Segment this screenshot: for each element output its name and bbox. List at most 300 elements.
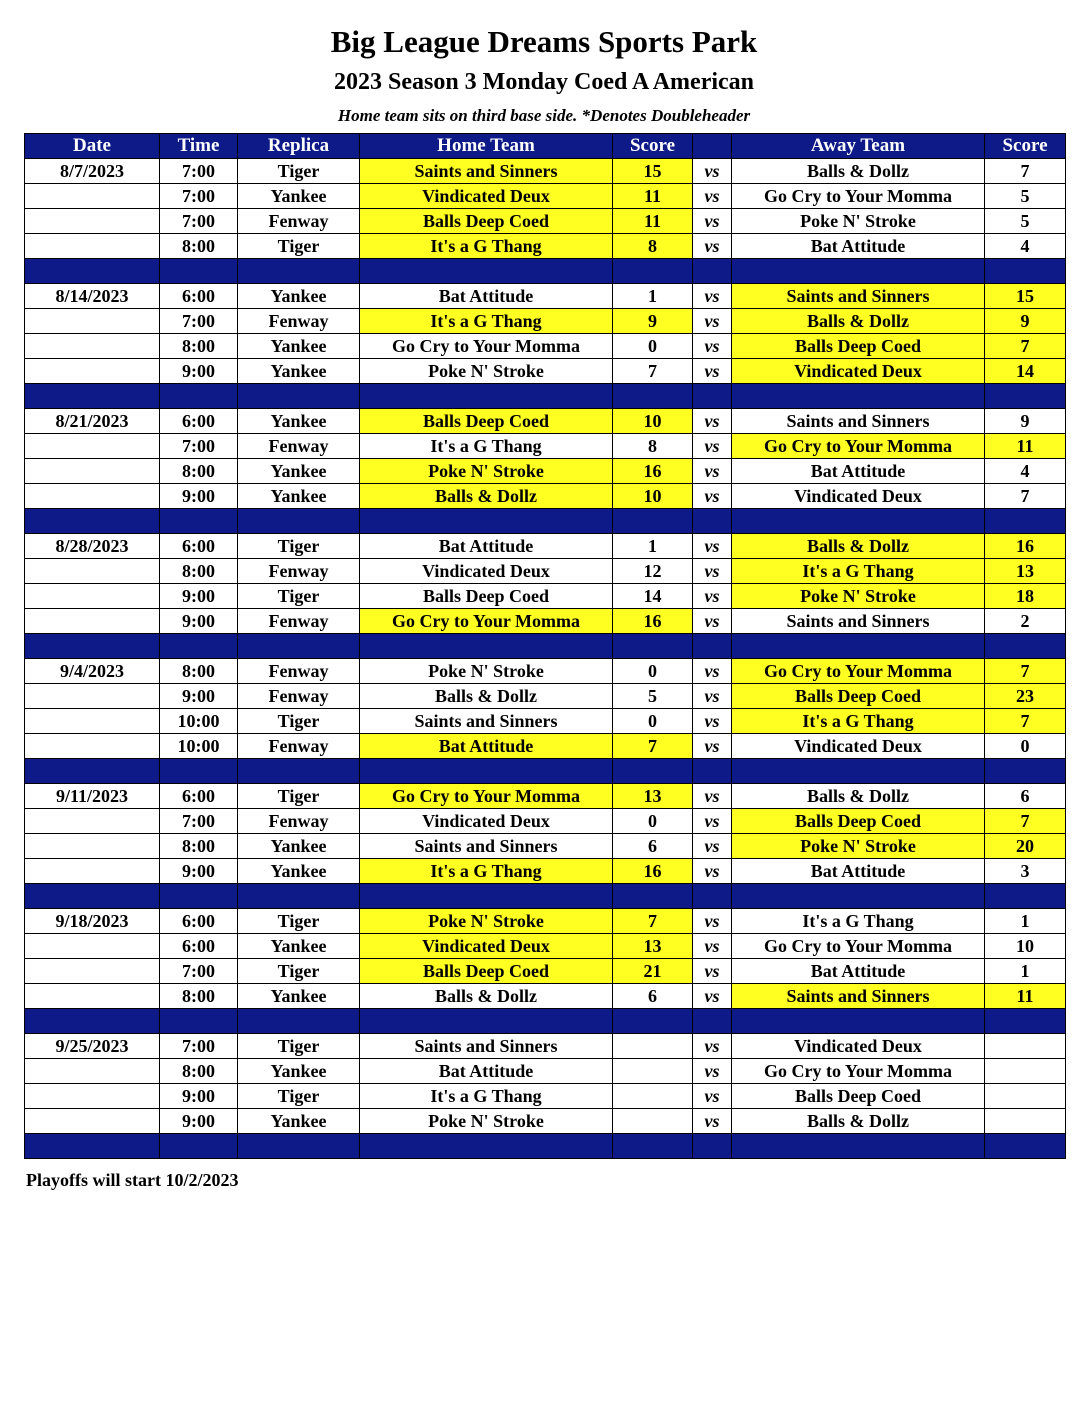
separator-cell xyxy=(985,509,1066,534)
home-score-cell xyxy=(613,1059,693,1084)
away-team-cell: Go Cry to Your Momma xyxy=(732,659,985,684)
replica-cell: Tiger xyxy=(238,909,360,934)
separator-cell xyxy=(985,1009,1066,1034)
home-score-cell: 0 xyxy=(613,334,693,359)
date-cell: 8/14/2023 xyxy=(25,284,160,309)
game-row xyxy=(25,609,1066,634)
away-score-cell: 1 xyxy=(985,959,1066,984)
game-row xyxy=(25,909,1066,934)
separator-cell xyxy=(25,884,160,909)
separator-cell xyxy=(693,384,732,409)
replica-cell: Fenway xyxy=(238,434,360,459)
game-row xyxy=(25,684,1066,709)
away-team-cell: Balls Deep Coed xyxy=(732,1084,985,1109)
date-cell: 9/25/2023 xyxy=(25,1034,160,1059)
home-score-cell: 1 xyxy=(613,284,693,309)
time-cell: 9:00 xyxy=(160,359,238,384)
time-cell: 6:00 xyxy=(160,909,238,934)
replica-cell: Tiger xyxy=(238,584,360,609)
vs-cell: vs xyxy=(693,659,732,684)
week-separator-row xyxy=(25,759,1066,784)
home-team-cell: Balls Deep Coed xyxy=(360,409,613,434)
col-header-home-team: Home Team xyxy=(360,134,613,159)
vs-cell: vs xyxy=(693,784,732,809)
date-cell xyxy=(25,709,160,734)
time-cell: 7:00 xyxy=(160,1034,238,1059)
separator-cell xyxy=(160,509,238,534)
page-subtitle: 2023 Season 3 Monday Coed A American xyxy=(333,69,755,95)
date-cell xyxy=(25,309,160,334)
home-score-cell: 8 xyxy=(613,434,693,459)
col-header-date: Date xyxy=(25,134,160,159)
game-row xyxy=(25,1059,1066,1084)
date-cell xyxy=(25,1109,160,1134)
separator-cell xyxy=(985,884,1066,909)
separator-cell xyxy=(25,259,160,284)
time-cell: 7:00 xyxy=(160,159,238,184)
game-row xyxy=(25,334,1066,359)
vs-cell: vs xyxy=(693,309,732,334)
away-score-cell: 23 xyxy=(985,684,1066,709)
week-separator-row xyxy=(25,259,1066,284)
away-score-cell: 20 xyxy=(985,834,1066,859)
home-team-cell: Vindicated Deux xyxy=(360,934,613,959)
away-team-cell: It's a G Thang xyxy=(732,909,985,934)
home-team-cell: Poke N' Stroke xyxy=(360,1109,613,1134)
away-score-cell: 4 xyxy=(985,234,1066,259)
away-score-cell: 7 xyxy=(985,709,1066,734)
home-team-cell: Saints and Sinners xyxy=(360,159,613,184)
separator-cell xyxy=(360,509,613,534)
vs-cell: vs xyxy=(693,809,732,834)
time-cell: 8:00 xyxy=(160,459,238,484)
game-row xyxy=(25,209,1066,234)
separator-cell xyxy=(360,634,613,659)
game-row xyxy=(25,834,1066,859)
home-score-cell: 9 xyxy=(613,309,693,334)
time-cell: 9:00 xyxy=(160,1109,238,1134)
separator-cell xyxy=(732,634,985,659)
replica-cell: Tiger xyxy=(238,1084,360,1109)
vs-cell: vs xyxy=(693,484,732,509)
home-team-cell: Poke N' Stroke xyxy=(360,909,613,934)
home-score-cell: 6 xyxy=(613,834,693,859)
date-cell xyxy=(25,834,160,859)
col-header-away-score: Score xyxy=(985,134,1066,159)
home-team-cell: Balls & Dollz xyxy=(360,684,613,709)
home-team-cell: Poke N' Stroke xyxy=(360,359,613,384)
date-cell xyxy=(25,609,160,634)
replica-cell: Tiger xyxy=(238,159,360,184)
separator-cell xyxy=(732,884,985,909)
separator-cell xyxy=(25,509,160,534)
away-team-cell: Saints and Sinners xyxy=(732,609,985,634)
replica-cell: Yankee xyxy=(238,984,360,1009)
separator-cell xyxy=(613,259,693,284)
separator-cell xyxy=(25,384,160,409)
separator-cell xyxy=(360,759,613,784)
replica-cell: Yankee xyxy=(238,484,360,509)
time-cell: 6:00 xyxy=(160,284,238,309)
vs-cell: vs xyxy=(693,159,732,184)
replica-cell: Tiger xyxy=(238,1034,360,1059)
game-row xyxy=(25,409,1066,434)
home-team-cell: Poke N' Stroke xyxy=(360,459,613,484)
separator-cell xyxy=(732,1009,985,1034)
home-team-note: Home team sits on third base side. *Denotes Doubleheader xyxy=(337,106,751,125)
game-row xyxy=(25,934,1066,959)
vs-cell: vs xyxy=(693,709,732,734)
away-team-cell: Balls & Dollz xyxy=(732,534,985,559)
away-team-cell: Poke N' Stroke xyxy=(732,834,985,859)
home-score-cell: 11 xyxy=(613,184,693,209)
game-row xyxy=(25,1109,1066,1134)
away-team-cell: Balls Deep Coed xyxy=(732,809,985,834)
schedule-table xyxy=(24,133,1066,1159)
page-title: Big League Dreams Sports Park xyxy=(330,24,758,59)
home-score-cell: 13 xyxy=(613,934,693,959)
separator-cell xyxy=(238,509,360,534)
week-separator-row xyxy=(25,1134,1066,1159)
home-score-cell: 16 xyxy=(613,459,693,484)
time-cell: 9:00 xyxy=(160,684,238,709)
game-row xyxy=(25,559,1066,584)
away-score-cell: 7 xyxy=(985,484,1066,509)
separator-cell xyxy=(25,1134,160,1159)
away-team-cell: Go Cry to Your Momma xyxy=(732,1059,985,1084)
home-score-cell: 16 xyxy=(613,859,693,884)
home-team-cell: Saints and Sinners xyxy=(360,709,613,734)
time-cell: 8:00 xyxy=(160,334,238,359)
home-team-cell: Balls Deep Coed xyxy=(360,209,613,234)
game-row xyxy=(25,859,1066,884)
home-score-cell: 15 xyxy=(613,159,693,184)
vs-cell: vs xyxy=(693,734,732,759)
time-cell: 7:00 xyxy=(160,959,238,984)
separator-cell xyxy=(613,1009,693,1034)
date-cell xyxy=(25,734,160,759)
away-score-cell: 4 xyxy=(985,459,1066,484)
replica-cell: Yankee xyxy=(238,859,360,884)
vs-cell: vs xyxy=(693,1034,732,1059)
away-score-cell: 11 xyxy=(985,434,1066,459)
separator-cell xyxy=(360,1134,613,1159)
date-cell xyxy=(25,584,160,609)
date-cell xyxy=(25,859,160,884)
away-team-cell: Go Cry to Your Momma xyxy=(732,184,985,209)
separator-cell xyxy=(732,384,985,409)
game-row xyxy=(25,584,1066,609)
replica-cell: Fenway xyxy=(238,684,360,709)
home-score-cell: 0 xyxy=(613,659,693,684)
col-header-vs xyxy=(693,134,732,159)
home-team-cell: Poke N' Stroke xyxy=(360,659,613,684)
time-cell: 6:00 xyxy=(160,534,238,559)
home-score-cell: 6 xyxy=(613,984,693,1009)
game-row xyxy=(25,984,1066,1009)
replica-cell: Tiger xyxy=(238,534,360,559)
away-score-cell: 9 xyxy=(985,309,1066,334)
replica-cell: Yankee xyxy=(238,284,360,309)
separator-cell xyxy=(693,259,732,284)
replica-cell: Yankee xyxy=(238,184,360,209)
game-row xyxy=(25,184,1066,209)
home-score-cell: 7 xyxy=(613,359,693,384)
replica-cell: Fenway xyxy=(238,809,360,834)
away-score-cell: 3 xyxy=(985,859,1066,884)
separator-cell xyxy=(25,759,160,784)
time-cell: 8:00 xyxy=(160,1059,238,1084)
time-cell: 8:00 xyxy=(160,234,238,259)
replica-cell: Tiger xyxy=(238,959,360,984)
replica-cell: Yankee xyxy=(238,1059,360,1084)
time-cell: 7:00 xyxy=(160,184,238,209)
vs-cell: vs xyxy=(693,909,732,934)
home-team-cell: Go Cry to Your Momma xyxy=(360,609,613,634)
vs-cell: vs xyxy=(693,284,732,309)
home-team-cell: It's a G Thang xyxy=(360,859,613,884)
home-score-cell: 7 xyxy=(613,734,693,759)
home-score-cell: 21 xyxy=(613,959,693,984)
away-score-cell xyxy=(985,1109,1066,1134)
time-cell: 6:00 xyxy=(160,934,238,959)
separator-cell xyxy=(238,1009,360,1034)
vs-cell: vs xyxy=(693,609,732,634)
date-cell: 9/11/2023 xyxy=(25,784,160,809)
away-team-cell: Saints and Sinners xyxy=(732,284,985,309)
date-cell xyxy=(25,434,160,459)
away-team-cell: Balls & Dollz xyxy=(732,1109,985,1134)
separator-cell xyxy=(693,1134,732,1159)
away-score-cell: 13 xyxy=(985,559,1066,584)
separator-cell xyxy=(613,884,693,909)
separator-cell xyxy=(238,384,360,409)
replica-cell: Fenway xyxy=(238,309,360,334)
away-score-cell: 7 xyxy=(985,659,1066,684)
home-team-cell: Vindicated Deux xyxy=(360,184,613,209)
replica-cell: Tiger xyxy=(238,234,360,259)
home-team-cell: Balls Deep Coed xyxy=(360,959,613,984)
replica-cell: Fenway xyxy=(238,734,360,759)
game-row xyxy=(25,1034,1066,1059)
replica-cell: Yankee xyxy=(238,934,360,959)
col-header-away-team: Away Team xyxy=(732,134,985,159)
date-cell xyxy=(25,559,160,584)
home-team-cell: Saints and Sinners xyxy=(360,1034,613,1059)
away-score-cell xyxy=(985,1084,1066,1109)
away-score-cell: 18 xyxy=(985,584,1066,609)
home-score-cell: 5 xyxy=(613,684,693,709)
home-team-cell: Bat Attitude xyxy=(360,534,613,559)
home-score-cell: 16 xyxy=(613,609,693,634)
vs-cell: vs xyxy=(693,534,732,559)
date-cell xyxy=(25,209,160,234)
replica-cell: Yankee xyxy=(238,459,360,484)
separator-cell xyxy=(360,1009,613,1034)
date-cell xyxy=(25,934,160,959)
game-row xyxy=(25,484,1066,509)
replica-cell: Yankee xyxy=(238,409,360,434)
away-team-cell: Go Cry to Your Momma xyxy=(732,934,985,959)
separator-cell xyxy=(732,1134,985,1159)
date-cell xyxy=(25,334,160,359)
date-cell: 8/7/2023 xyxy=(25,159,160,184)
home-score-cell: 7 xyxy=(613,909,693,934)
home-score-cell: 14 xyxy=(613,584,693,609)
game-row xyxy=(25,159,1066,184)
home-score-cell xyxy=(613,1084,693,1109)
vs-cell: vs xyxy=(693,334,732,359)
home-score-cell xyxy=(613,1034,693,1059)
home-team-cell: Go Cry to Your Momma xyxy=(360,784,613,809)
vs-cell: vs xyxy=(693,234,732,259)
home-score-cell: 11 xyxy=(613,209,693,234)
away-team-cell: Vindicated Deux xyxy=(732,484,985,509)
time-cell: 10:00 xyxy=(160,734,238,759)
vs-cell: vs xyxy=(693,584,732,609)
away-score-cell: 16 xyxy=(985,534,1066,559)
date-cell xyxy=(25,684,160,709)
home-team-cell: It's a G Thang xyxy=(360,434,613,459)
vs-cell: vs xyxy=(693,409,732,434)
separator-cell xyxy=(360,259,613,284)
game-row xyxy=(25,784,1066,809)
away-score-cell xyxy=(985,1034,1066,1059)
separator-cell xyxy=(985,384,1066,409)
away-team-cell: Go Cry to Your Momma xyxy=(732,434,985,459)
game-row xyxy=(25,309,1066,334)
home-score-cell: 0 xyxy=(613,709,693,734)
game-row xyxy=(25,709,1066,734)
separator-cell xyxy=(160,634,238,659)
game-row xyxy=(25,809,1066,834)
away-team-cell: It's a G Thang xyxy=(732,559,985,584)
separator-cell xyxy=(613,759,693,784)
date-cell xyxy=(25,359,160,384)
separator-cell xyxy=(360,884,613,909)
home-team-cell: Balls & Dollz xyxy=(360,484,613,509)
time-cell: 7:00 xyxy=(160,309,238,334)
replica-cell: Yankee xyxy=(238,359,360,384)
home-team-cell: It's a G Thang xyxy=(360,234,613,259)
time-cell: 6:00 xyxy=(160,784,238,809)
time-cell: 8:00 xyxy=(160,559,238,584)
date-cell xyxy=(25,809,160,834)
home-team-cell: Bat Attitude xyxy=(360,734,613,759)
vs-cell: vs xyxy=(693,984,732,1009)
vs-cell: vs xyxy=(693,459,732,484)
away-team-cell: Saints and Sinners xyxy=(732,984,985,1009)
vs-cell: vs xyxy=(693,1084,732,1109)
away-team-cell: Bat Attitude xyxy=(732,234,985,259)
separator-cell xyxy=(360,384,613,409)
separator-cell xyxy=(25,634,160,659)
away-score-cell: 1 xyxy=(985,909,1066,934)
time-cell: 9:00 xyxy=(160,484,238,509)
vs-cell: vs xyxy=(693,559,732,584)
separator-cell xyxy=(160,759,238,784)
separator-cell xyxy=(160,884,238,909)
home-score-cell: 10 xyxy=(613,484,693,509)
away-score-cell: 0 xyxy=(985,734,1066,759)
away-score-cell xyxy=(985,1059,1066,1084)
col-header-replica: Replica xyxy=(238,134,360,159)
separator-cell xyxy=(238,884,360,909)
home-team-cell: Go Cry to Your Momma xyxy=(360,334,613,359)
date-cell xyxy=(25,234,160,259)
date-cell xyxy=(25,459,160,484)
time-cell: 9:00 xyxy=(160,609,238,634)
home-team-cell: Saints and Sinners xyxy=(360,834,613,859)
separator-cell xyxy=(613,634,693,659)
separator-cell xyxy=(238,759,360,784)
away-score-cell: 2 xyxy=(985,609,1066,634)
week-separator-row xyxy=(25,634,1066,659)
home-score-cell: 0 xyxy=(613,809,693,834)
time-cell: 6:00 xyxy=(160,409,238,434)
away-score-cell: 14 xyxy=(985,359,1066,384)
vs-cell: vs xyxy=(693,434,732,459)
away-score-cell: 7 xyxy=(985,334,1066,359)
week-separator-row xyxy=(25,384,1066,409)
away-score-cell: 10 xyxy=(985,934,1066,959)
col-header-home-score: Score xyxy=(613,134,693,159)
away-score-cell: 15 xyxy=(985,284,1066,309)
week-separator-row xyxy=(25,1009,1066,1034)
separator-cell xyxy=(160,1009,238,1034)
vs-cell: vs xyxy=(693,1059,732,1084)
away-team-cell: Vindicated Deux xyxy=(732,734,985,759)
col-header-time: Time xyxy=(160,134,238,159)
replica-cell: Fenway xyxy=(238,659,360,684)
game-row xyxy=(25,959,1066,984)
game-row xyxy=(25,734,1066,759)
time-cell: 8:00 xyxy=(160,984,238,1009)
away-team-cell: Vindicated Deux xyxy=(732,359,985,384)
date-cell xyxy=(25,1059,160,1084)
separator-cell xyxy=(693,884,732,909)
separator-cell xyxy=(693,759,732,784)
week-separator-row xyxy=(25,884,1066,909)
time-cell: 10:00 xyxy=(160,709,238,734)
home-team-cell: Balls & Dollz xyxy=(360,984,613,1009)
replica-cell: Tiger xyxy=(238,709,360,734)
home-team-cell: It's a G Thang xyxy=(360,309,613,334)
separator-cell xyxy=(25,1009,160,1034)
replica-cell: Fenway xyxy=(238,209,360,234)
separator-cell xyxy=(160,1134,238,1159)
game-row xyxy=(25,284,1066,309)
date-cell xyxy=(25,984,160,1009)
vs-cell: vs xyxy=(693,359,732,384)
home-score-cell: 10 xyxy=(613,409,693,434)
time-cell: 8:00 xyxy=(160,659,238,684)
away-team-cell: Bat Attitude xyxy=(732,459,985,484)
game-row xyxy=(25,434,1066,459)
away-team-cell: Poke N' Stroke xyxy=(732,209,985,234)
vs-cell: vs xyxy=(693,1109,732,1134)
date-cell xyxy=(25,959,160,984)
vs-cell: vs xyxy=(693,209,732,234)
home-score-cell: 13 xyxy=(613,784,693,809)
away-team-cell: Balls & Dollz xyxy=(732,309,985,334)
vs-cell: vs xyxy=(693,859,732,884)
away-score-cell: 6 xyxy=(985,784,1066,809)
playoffs-note: Playoffs will start 10/2/2023 xyxy=(26,1170,239,1190)
time-cell: 8:00 xyxy=(160,834,238,859)
home-team-cell: Vindicated Deux xyxy=(360,559,613,584)
separator-cell xyxy=(732,759,985,784)
